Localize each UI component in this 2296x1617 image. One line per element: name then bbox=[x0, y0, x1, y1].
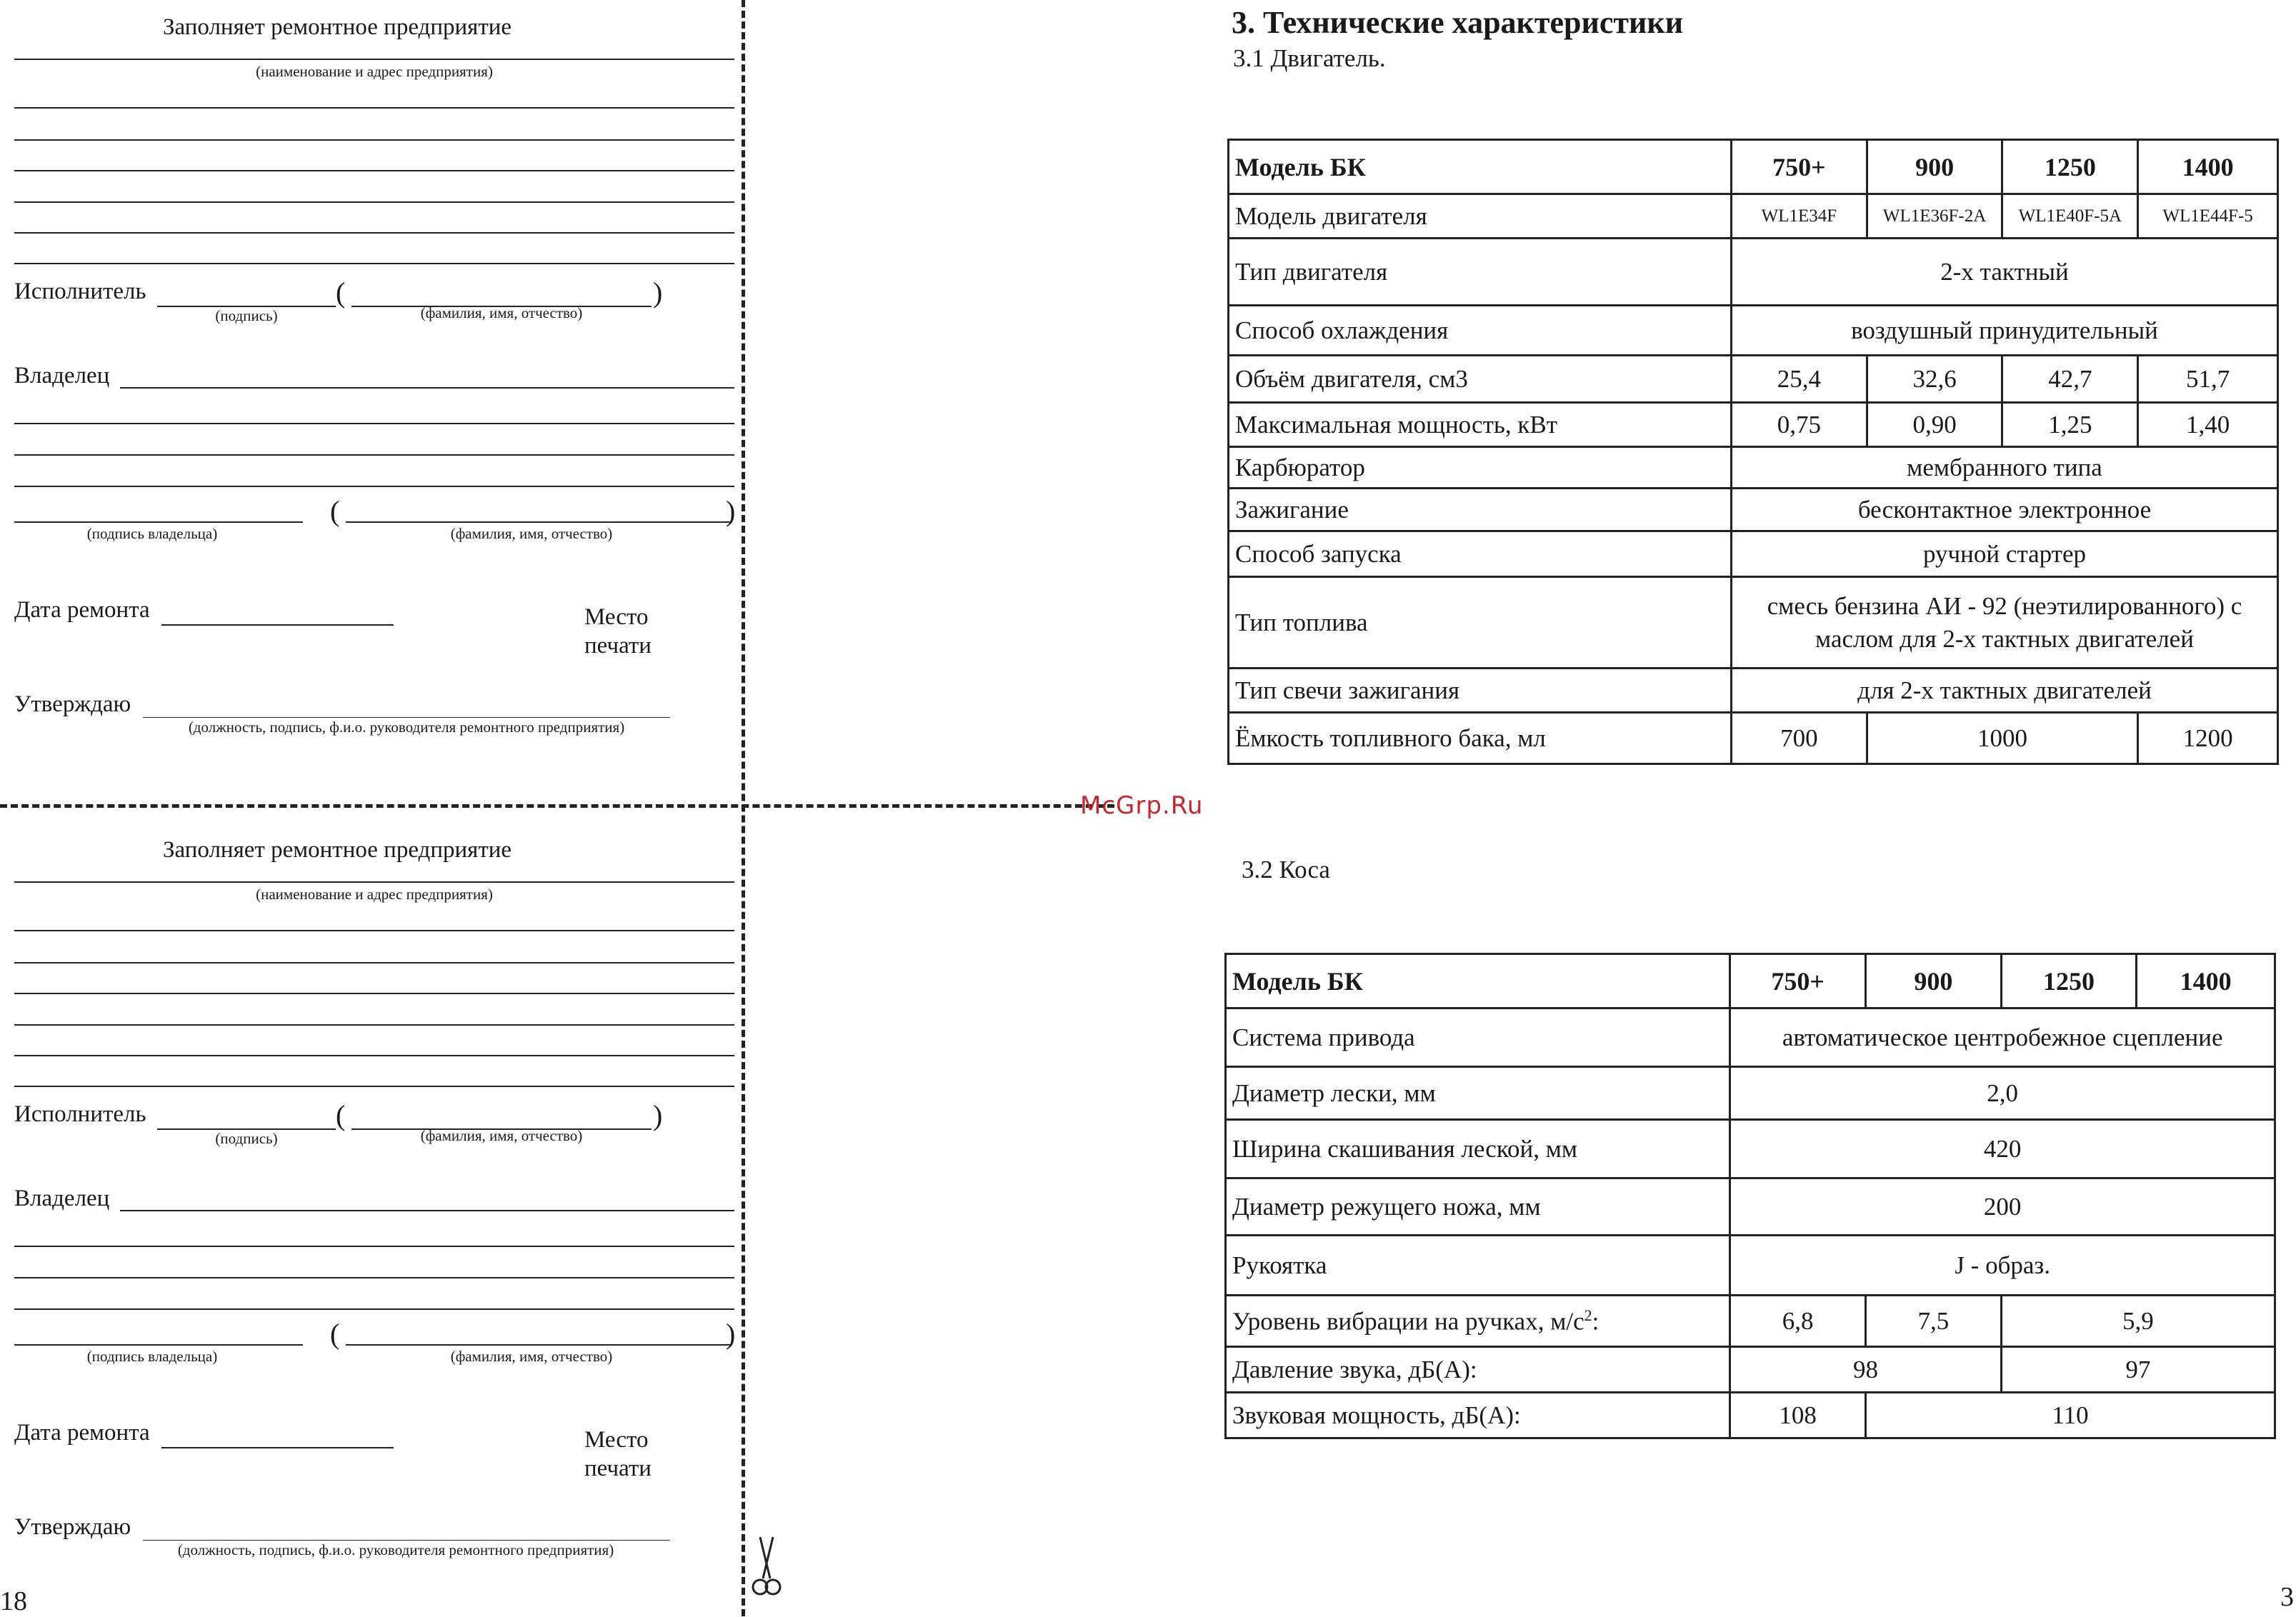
enterprise-hint: (наименование и адрес предприятия) bbox=[256, 63, 493, 80]
owner-line bbox=[120, 1210, 734, 1211]
signature-hint: (подпись) bbox=[215, 307, 278, 324]
drive-value: автоматическое центробежное сцепление bbox=[1730, 1008, 2275, 1067]
paren-open: ( bbox=[336, 1099, 346, 1131]
blank-line bbox=[14, 1086, 734, 1087]
repair-date-line bbox=[161, 624, 394, 626]
repair-date-line bbox=[161, 1447, 394, 1448]
table-row bbox=[1226, 1008, 2275, 1067]
enterprise-line bbox=[14, 59, 734, 60]
table-row bbox=[1229, 239, 2278, 306]
table-row bbox=[1229, 669, 2278, 713]
table-row bbox=[1226, 1347, 2275, 1393]
table-row bbox=[1226, 1393, 2275, 1438]
paren-close: ) bbox=[653, 1099, 663, 1131]
engine-heading: 3.1 Двигатель. bbox=[1233, 44, 1386, 72]
line-diameter-label: Диаметр лески, мм bbox=[1226, 1067, 1730, 1120]
fuel-value-line1: смесь бензина АИ - 92 (неэтилированного) с bbox=[1767, 592, 2242, 620]
table-row bbox=[1229, 531, 2278, 577]
blade-value: 200 bbox=[1730, 1178, 2275, 1236]
approve-label: Утверждаю bbox=[14, 691, 131, 717]
owner-signature-hint: (подпись владельца) bbox=[86, 525, 218, 542]
fio-hint: (фамилия, имя, отчество) bbox=[450, 1348, 613, 1365]
volume-1400: 51,7 bbox=[2138, 356, 2278, 403]
cut-line-vertical bbox=[742, 0, 745, 1616]
approve-hint: (должность, подпись, ф.и.о. руководителя ремонтного предприятия) bbox=[188, 719, 625, 736]
table-row bbox=[1226, 1296, 2275, 1347]
handle-label: Рукоятка bbox=[1226, 1236, 1730, 1296]
ignition-label: Зажигание bbox=[1229, 489, 1732, 531]
header-1400: 1400 bbox=[2138, 140, 2278, 194]
approve-hint: (должность, подпись, ф.и.о. руководителя ремонтного предприятия) bbox=[177, 1541, 614, 1558]
table-row bbox=[1226, 1067, 2275, 1120]
engine-model-750: WL1E34F bbox=[1732, 194, 1867, 239]
plug-value: для 2-х тактных двигателей bbox=[1732, 669, 2278, 713]
blank-line bbox=[14, 170, 734, 171]
engine-model-1400: WL1E44F-5 bbox=[2138, 194, 2278, 239]
owner-label: Владелец bbox=[14, 363, 110, 389]
tank-label: Ёмкость топливного бака, мл bbox=[1229, 713, 1732, 764]
blank-line bbox=[14, 993, 734, 994]
engine-model-label: Модель двигателя bbox=[1229, 194, 1732, 239]
sound-pressure-1250-1400: 97 bbox=[2001, 1347, 2275, 1393]
blank-line bbox=[14, 962, 734, 963]
sound-power-rest: 110 bbox=[1866, 1393, 2275, 1438]
blank-line bbox=[14, 107, 734, 109]
header-model: Модель БК bbox=[1226, 954, 1730, 1008]
power-900: 0,90 bbox=[1867, 403, 2002, 447]
blank-line bbox=[14, 139, 734, 141]
blank-line bbox=[14, 201, 734, 203]
volume-900: 32,6 bbox=[1867, 356, 2002, 403]
vibration-label-colon: : bbox=[1592, 1307, 1599, 1336]
vibration-1250-1400: 5,9 bbox=[2001, 1296, 2275, 1347]
plug-label: Тип свечи зажигания bbox=[1229, 669, 1732, 713]
owner-signature-hint: (подпись владельца) bbox=[86, 1348, 218, 1365]
blank-line bbox=[14, 423, 734, 424]
engine-type-label: Тип двигателя bbox=[1229, 239, 1732, 306]
stamp-line1: Место bbox=[584, 1427, 649, 1453]
volume-label: Объём двигателя, см3 bbox=[1229, 356, 1732, 403]
sound-power-750: 108 bbox=[1730, 1393, 1866, 1438]
cooling-label: Способ охлаждения bbox=[1229, 306, 1732, 356]
stamp-line2: печати bbox=[584, 1456, 652, 1481]
table-row bbox=[1229, 194, 2278, 239]
blank-line bbox=[14, 1308, 734, 1310]
engine-model-900: WL1E36F-2A bbox=[1867, 194, 2002, 239]
blank-line bbox=[14, 263, 734, 264]
ignition-value: бесконтактное электронное bbox=[1732, 489, 2278, 531]
page-number-right: 3 bbox=[2280, 1582, 2294, 1612]
blank-line bbox=[14, 454, 734, 456]
paren-open: ( bbox=[330, 1318, 340, 1350]
stamp-line1: Место bbox=[584, 604, 649, 630]
cooling-value: воздушный принудительный bbox=[1732, 306, 2278, 356]
paren-open: ( bbox=[330, 495, 340, 527]
approve-line bbox=[143, 1540, 670, 1541]
fio-hint: (фамилия, имя, отчество) bbox=[420, 1127, 583, 1144]
line-diameter-value: 2,0 bbox=[1730, 1067, 2275, 1120]
table-row bbox=[1226, 1178, 2275, 1236]
paren-open: ( bbox=[336, 276, 346, 309]
blank-line bbox=[14, 930, 734, 931]
drive-label: Система привода bbox=[1226, 1008, 1730, 1067]
fio-hint: (фамилия, имя, отчество) bbox=[450, 525, 613, 542]
fuel-value bbox=[1732, 577, 2278, 669]
table-row bbox=[1229, 713, 2278, 764]
table-row bbox=[1226, 1236, 2275, 1296]
header-900: 900 bbox=[1866, 954, 2002, 1008]
owner-fio-line bbox=[346, 521, 732, 523]
blank-line bbox=[14, 1277, 734, 1278]
handle-value: J - образ. bbox=[1730, 1236, 2275, 1296]
tank-750: 700 bbox=[1732, 713, 1867, 764]
carb-label: Карбюратор bbox=[1229, 447, 1732, 489]
carb-value: мембранного типа bbox=[1732, 447, 2278, 489]
owner-label: Владелец bbox=[14, 1186, 110, 1211]
form-heading: Заполняет ремонтное предприятие bbox=[163, 14, 512, 40]
blank-line bbox=[14, 232, 734, 234]
start-label: Способ запуска bbox=[1229, 531, 1732, 577]
power-750: 0,75 bbox=[1732, 403, 1867, 447]
blade-label: Диаметр режущего ножа, мм bbox=[1226, 1178, 1730, 1236]
table-row bbox=[1229, 447, 2278, 489]
repair-date-label: Дата ремонта bbox=[14, 597, 150, 623]
fuel-value-line2: маслом для 2-х тактных двигателей bbox=[1815, 624, 2194, 653]
form-heading: Заполняет ремонтное предприятие bbox=[163, 837, 512, 863]
volume-750: 25,4 bbox=[1732, 356, 1867, 403]
stamp-line2: печати bbox=[584, 633, 652, 659]
approve-label: Утверждаю bbox=[14, 1514, 131, 1540]
header-900: 900 bbox=[1867, 140, 2002, 194]
header-750: 750+ bbox=[1732, 140, 1867, 194]
executor-label: Исполнитель bbox=[14, 279, 146, 304]
table-row bbox=[1229, 403, 2278, 447]
sound-power-label: Звуковая мощность, дБ(А): bbox=[1226, 1393, 1730, 1438]
volume-1250: 42,7 bbox=[2002, 356, 2138, 403]
blank-line bbox=[14, 1246, 734, 1247]
header-model: Модель БК bbox=[1229, 140, 1732, 194]
tank-1400: 1200 bbox=[2138, 713, 2278, 764]
paren-close: ) bbox=[653, 276, 663, 309]
fuel-label: Тип топлива bbox=[1229, 577, 1732, 669]
paren-close: ) bbox=[726, 1318, 736, 1350]
owner-signature-line bbox=[14, 1344, 303, 1346]
vibration-label-sup: 2 bbox=[1584, 1306, 1592, 1324]
specs-title: 3. Технические характеристики bbox=[1232, 5, 1684, 40]
vibration-label bbox=[1226, 1296, 1730, 1347]
blank-line bbox=[14, 1055, 734, 1056]
power-label: Максимальная мощность, кВт bbox=[1229, 403, 1732, 447]
signature-hint: (подпись) bbox=[215, 1130, 278, 1147]
header-1400: 1400 bbox=[2137, 954, 2275, 1008]
mower-spec-table bbox=[1224, 953, 2276, 1439]
cut-line-horizontal bbox=[0, 804, 1114, 808]
mower-heading: 3.2 Коса bbox=[1242, 856, 1330, 883]
sound-pressure-750-900: 98 bbox=[1730, 1347, 2001, 1393]
scissors-icon bbox=[750, 1536, 783, 1600]
fio-hint: (фамилия, имя, отчество) bbox=[420, 304, 583, 321]
page-number-left: 18 bbox=[0, 1586, 27, 1616]
blank-line bbox=[14, 486, 734, 487]
header-1250: 1250 bbox=[2002, 140, 2138, 194]
enterprise-hint: (наименование и адрес предприятия) bbox=[256, 886, 493, 903]
owner-fio-line bbox=[346, 1344, 732, 1346]
header-1250: 1250 bbox=[2001, 954, 2137, 1008]
table-row bbox=[1229, 577, 2278, 669]
power-1250: 1,25 bbox=[2002, 403, 2138, 447]
engine-spec-table bbox=[1227, 139, 2279, 765]
engine-type-value: 2-х тактный bbox=[1732, 239, 2278, 306]
table-row bbox=[1229, 489, 2278, 531]
sound-pressure-label: Давление звука, дБ(А): bbox=[1226, 1347, 1730, 1393]
owner-line bbox=[120, 387, 734, 389]
cut-width-label: Ширина скашивания леской, мм bbox=[1226, 1120, 1730, 1178]
header-750: 750+ bbox=[1730, 954, 1866, 1008]
table-row bbox=[1226, 1120, 2275, 1178]
blank-line bbox=[14, 1024, 734, 1026]
cut-width-value: 420 bbox=[1730, 1120, 2275, 1178]
engine-model-1250: WL1E40F-5A bbox=[2002, 194, 2138, 239]
vibration-label-text: Уровень вибрации на ручках, м/с bbox=[1232, 1307, 1584, 1336]
vibration-750: 6,8 bbox=[1730, 1296, 1866, 1347]
vibration-900: 7,5 bbox=[1866, 1296, 2002, 1347]
enterprise-line bbox=[14, 881, 734, 883]
paren-close: ) bbox=[726, 495, 736, 527]
table-row bbox=[1229, 306, 2278, 356]
power-1400: 1,40 bbox=[2138, 403, 2278, 447]
approve-line bbox=[143, 717, 670, 718]
table-row bbox=[1226, 954, 2275, 1008]
tank-900-1250: 1000 bbox=[1867, 713, 2138, 764]
table-row bbox=[1229, 140, 2278, 194]
executor-label: Исполнитель bbox=[14, 1101, 146, 1127]
owner-signature-line bbox=[14, 521, 303, 523]
repair-date-label: Дата ремонта bbox=[14, 1420, 150, 1446]
start-value: ручной стартер bbox=[1732, 531, 2278, 577]
watermark: McGrp.Ru bbox=[1080, 791, 1204, 820]
table-row bbox=[1229, 356, 2278, 403]
